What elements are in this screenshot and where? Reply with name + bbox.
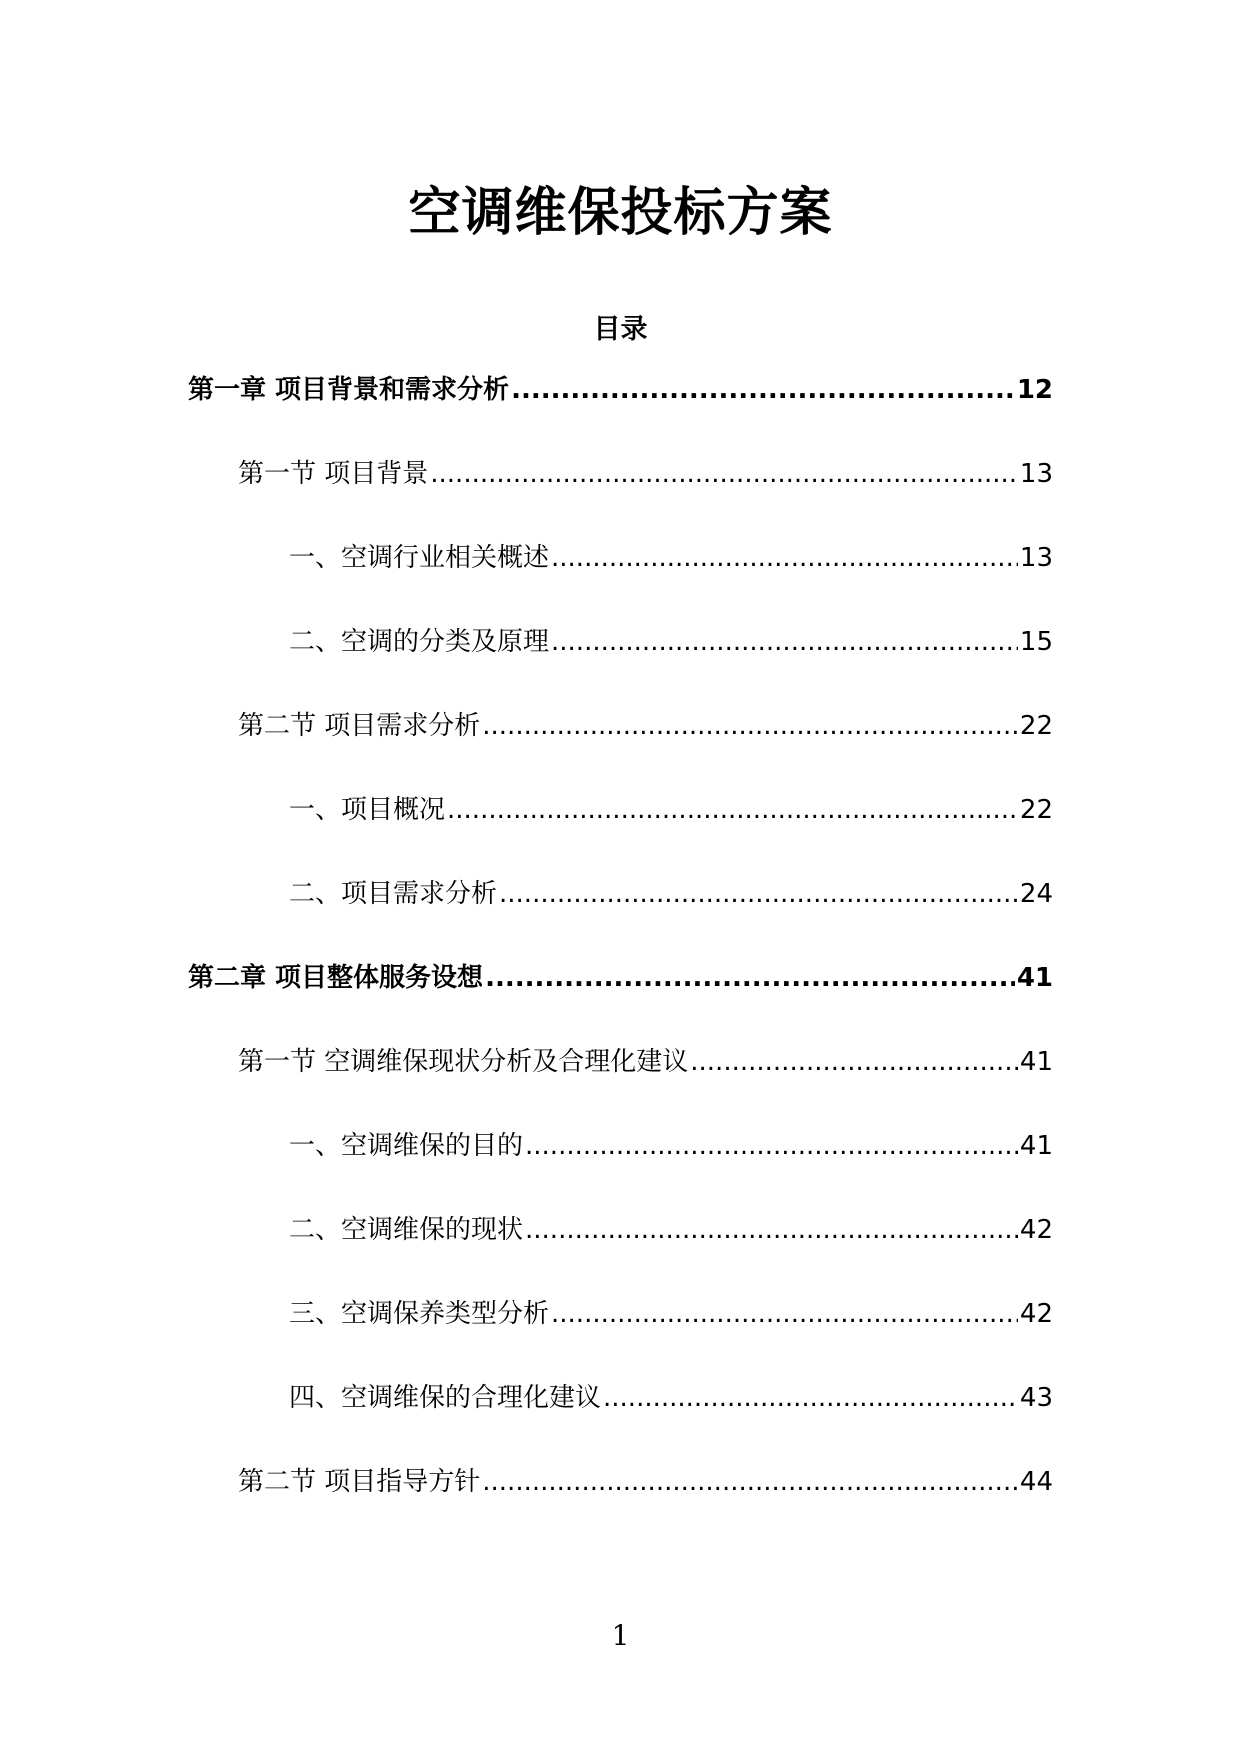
dot-leader [525, 1128, 1018, 1164]
dot-leader [551, 624, 1018, 660]
document-title: 空调维保投标方案 [408, 183, 833, 243]
toc-entry[interactable] [289, 1296, 1053, 1332]
toc-entry-label: 一、项目概况 [289, 795, 446, 825]
toc-entry[interactable] [289, 1212, 1053, 1248]
dot-leader [499, 876, 1018, 912]
dot-leader [485, 960, 1015, 996]
toc-entry-page: 15 [1019, 627, 1053, 657]
dot-leader [511, 372, 1015, 408]
toc-entry-page: 42 [1019, 1299, 1053, 1329]
toc-entry-page: 41 [1019, 1047, 1053, 1077]
toc-entry-label: 第一章 项目背景和需求分析 [188, 375, 510, 405]
toc-entry[interactable] [188, 960, 1053, 996]
toc-entry-label: 第一节 空调维保现状分析及合理化建议 [238, 1047, 689, 1077]
toc-entry-label: 一、空调维保的目的 [289, 1131, 524, 1161]
toc-entry-label: 第二章 项目整体服务设想 [188, 963, 484, 993]
toc-entry[interactable] [188, 372, 1053, 408]
toc-entry-label: 四、空调维保的合理化建议 [289, 1383, 602, 1413]
dot-leader [447, 792, 1018, 828]
toc-entry-page: 13 [1019, 459, 1053, 489]
dot-leader [551, 540, 1018, 576]
dot-leader [430, 456, 1018, 492]
toc-entry[interactable] [289, 792, 1053, 828]
toc-entry-label: 一、空调行业相关概述 [289, 543, 550, 573]
toc-entry-page: 24 [1019, 879, 1053, 909]
toc-heading: 目录 [593, 314, 648, 345]
dot-leader [482, 1464, 1018, 1500]
toc-entry-page: 41 [1016, 963, 1053, 993]
toc-entry[interactable] [238, 708, 1053, 744]
toc-entry-page: 44 [1019, 1467, 1053, 1497]
toc-entry-label: 三、空调保养类型分析 [289, 1299, 550, 1329]
toc-entry-label: 二、项目需求分析 [289, 879, 498, 909]
toc-entry-page: 42 [1019, 1215, 1053, 1245]
toc-entry-label: 二、空调维保的现状 [289, 1215, 524, 1245]
toc-entry-label: 第二节 项目需求分析 [238, 711, 481, 741]
page-number: 1 [611, 1619, 630, 1652]
toc-entry-page: 43 [1019, 1383, 1053, 1413]
toc-entry[interactable] [238, 456, 1053, 492]
toc-entry-page: 22 [1019, 711, 1053, 741]
dot-leader [603, 1380, 1018, 1416]
dot-leader [690, 1044, 1018, 1080]
toc-entry-label: 第二节 项目指导方针 [238, 1467, 481, 1497]
toc-entry-page: 13 [1019, 543, 1053, 573]
dot-leader [525, 1212, 1018, 1248]
toc-entry[interactable] [238, 1044, 1053, 1080]
toc-entry-page: 12 [1016, 375, 1053, 405]
toc-entry[interactable] [289, 1380, 1053, 1416]
toc-entry[interactable] [289, 624, 1053, 660]
dot-leader [482, 708, 1018, 744]
toc-entry[interactable] [289, 540, 1053, 576]
toc-entry-page: 22 [1019, 795, 1053, 825]
toc-entry-page: 41 [1019, 1131, 1053, 1161]
toc-entry-label: 第一节 项目背景 [238, 459, 429, 489]
toc-entry[interactable] [238, 1464, 1053, 1500]
dot-leader [551, 1296, 1018, 1332]
toc-entry[interactable] [289, 1128, 1053, 1164]
toc-entry[interactable] [289, 876, 1053, 912]
toc-entry-label: 二、空调的分类及原理 [289, 627, 550, 657]
